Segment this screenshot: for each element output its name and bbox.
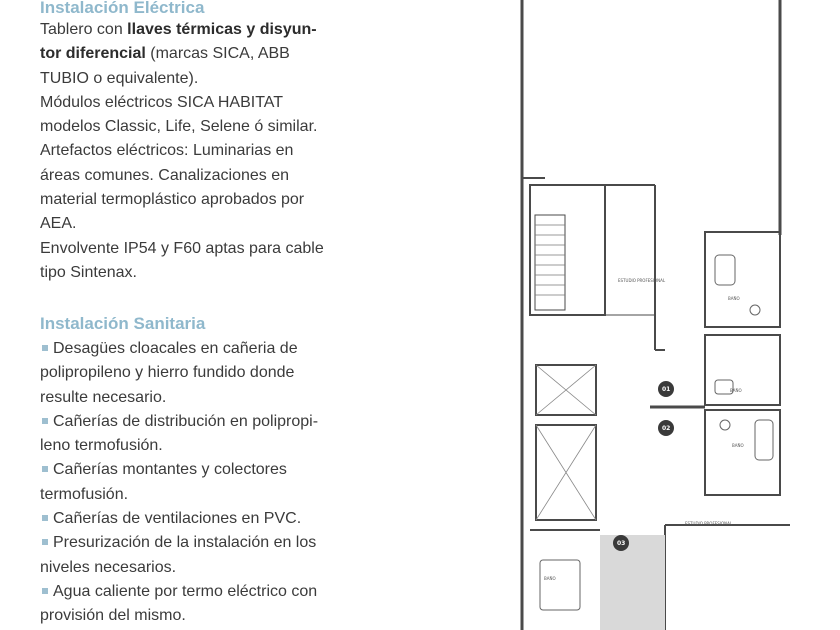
bano-2-label: BAÑO <box>730 388 742 393</box>
sanitary-line <box>40 531 318 555</box>
line-bold-text: llaves térmicas y disyun- <box>127 21 317 38</box>
bullet-icon <box>42 466 48 472</box>
line-text: (marcas SICA, ABB <box>145 45 290 63</box>
line-text: Envolvente IP54 y F60 aptas para cable <box>40 239 324 257</box>
line-text: material termoplástico aprobados por <box>40 191 305 209</box>
line-text: AEA. <box>40 215 77 233</box>
line-bold-text: tor diferencial <box>40 45 146 63</box>
electrical-line <box>40 67 324 91</box>
bullet-icon <box>42 539 48 545</box>
bullet-icon <box>42 345 48 351</box>
sanitary-line <box>40 361 318 385</box>
electrical-line <box>40 91 324 115</box>
bullet-icon <box>42 588 48 594</box>
electrical-title: Instalación Eléctrica <box>40 0 205 17</box>
plan-wall <box>705 232 780 327</box>
electrical-line <box>40 139 324 163</box>
stair-treads <box>535 225 565 295</box>
line-text: modelos Classic, Life, Selene ó similar. <box>40 118 318 136</box>
line-text: Agua caliente por termo eléctrico con <box>53 582 318 600</box>
electrical-line <box>40 115 324 139</box>
line-text: polipropileno y hierro fundido donde <box>40 364 295 382</box>
electrical-section <box>40 0 324 281</box>
sanitary-line <box>40 580 318 604</box>
electrical-line <box>40 42 324 66</box>
line-text: áreas comunes. Canalizaciones en <box>40 166 290 184</box>
line-text: provisión del mismo. <box>40 607 186 625</box>
elevator-marks <box>536 365 596 520</box>
sanitary-title: Instalación Sanitaria <box>40 314 206 333</box>
sanitary-lines <box>40 337 318 629</box>
sanitary-line <box>40 337 318 361</box>
bullet-icon <box>42 515 48 521</box>
line-text: Cañerías de distribución en polipropi- <box>53 412 319 430</box>
bano-3-label: BAÑO <box>732 443 744 448</box>
shower-icon <box>540 560 580 610</box>
sanitary-line <box>40 386 318 410</box>
line-text: Módulos eléctricos SICA HABITAT <box>40 93 284 111</box>
line-text: Cañerías montantes y colectores <box>53 461 287 479</box>
line-text: TUBIO o equivalente). <box>40 69 199 87</box>
line-text: resulte necesario. <box>40 388 167 406</box>
estudio-bottom-label: ESTUDIO PROFESIONAL <box>685 521 733 526</box>
bano-4-label: BAÑO <box>544 576 556 581</box>
line-text: termofusión. <box>40 485 129 503</box>
electrical-line <box>40 261 324 285</box>
sanitary-line <box>40 483 318 507</box>
unit-3-label: 03 <box>617 540 626 547</box>
electrical-line <box>40 18 324 42</box>
line-text: Artefactos eléctricos: Luminarias en <box>40 142 294 160</box>
bathtub-icon <box>755 420 773 460</box>
sanitary-line <box>40 556 318 580</box>
electrical-lines <box>40 18 324 285</box>
bano-1-label: BAÑO <box>728 296 740 301</box>
electrical-line <box>40 188 324 212</box>
electrical-line <box>40 212 324 236</box>
bullet-icon <box>42 418 48 424</box>
toilet-icon <box>720 420 730 430</box>
line-text: tipo Sintenax. <box>40 263 137 281</box>
electrical-line <box>40 237 324 261</box>
sanitary-line <box>40 434 318 458</box>
line-text: Presurización de la instalación en los <box>53 534 317 552</box>
plan-wall <box>530 185 605 315</box>
line-text: Cañerías de ventilaciones en PVC. <box>53 510 302 528</box>
unit-2-label: 02 <box>662 425 671 432</box>
electrical-line <box>40 164 324 188</box>
floor-plan <box>500 0 840 630</box>
line-text: leno termofusión. <box>40 437 163 455</box>
sanitary-line <box>40 507 318 531</box>
common-area-fill <box>600 535 665 630</box>
unit-1-label: 01 <box>662 386 671 393</box>
sanitary-line <box>40 458 318 482</box>
bathtub-icon <box>715 255 735 285</box>
estudio-top-label: ESTUDIO PROFESIONAL <box>618 278 666 283</box>
sanitary-line <box>40 604 318 628</box>
line-text: Desagües cloacales en cañeria de <box>53 340 298 357</box>
sanitary-line <box>40 410 318 434</box>
sanitary-section <box>40 313 319 625</box>
line-text: Tablero con <box>40 21 128 38</box>
line-text: niveles necesarios. <box>40 558 177 576</box>
plan-wall <box>705 410 780 495</box>
plan-wall <box>705 335 780 405</box>
toilet-icon <box>750 305 760 315</box>
plan-wall <box>535 215 565 310</box>
